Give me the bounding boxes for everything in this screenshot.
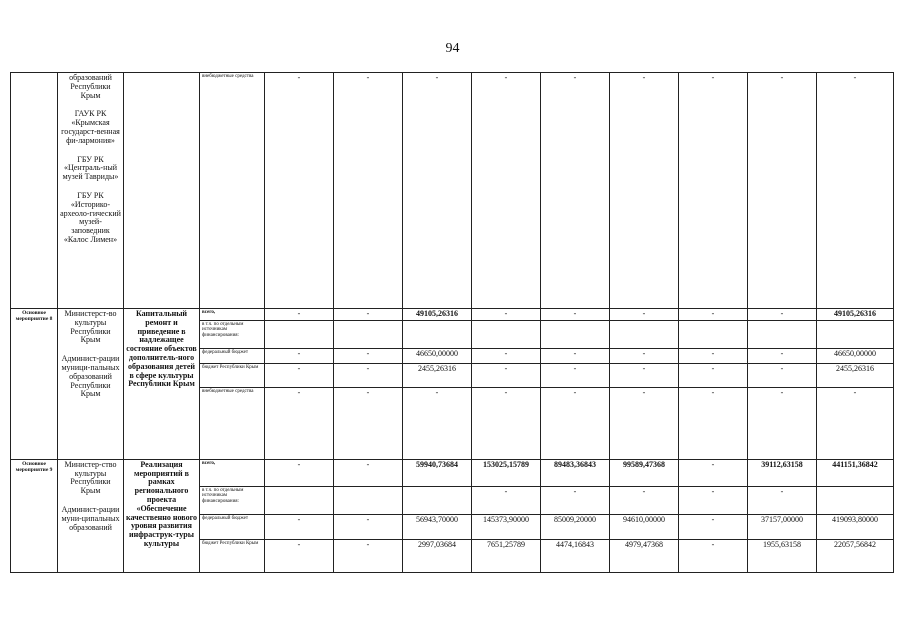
- value-cell: 56943,70000: [403, 514, 472, 539]
- value-cell: -: [610, 363, 679, 387]
- budget-table: [10, 72, 894, 573]
- value-cell: -: [541, 387, 610, 459]
- value-cell: -: [679, 539, 748, 572]
- source-cell: бюджет Республики Крым: [200, 539, 265, 572]
- value-cell: [403, 486, 472, 514]
- value-cell: [334, 320, 403, 348]
- value-cell: 94610,00000: [610, 514, 679, 539]
- value-cell: 441151,36842: [817, 459, 894, 486]
- value-cell: -: [679, 486, 748, 514]
- value-cell: -: [265, 539, 334, 572]
- value-cell: -: [403, 387, 472, 459]
- value-cell: -: [541, 363, 610, 387]
- value-cell: -: [748, 387, 817, 459]
- value-cell: -: [265, 514, 334, 539]
- executors-cell: [58, 73, 124, 309]
- value-cell: -: [334, 539, 403, 572]
- value-cell: 39112,63158: [748, 459, 817, 486]
- value-cell: 49105,26316: [817, 309, 894, 321]
- executor-text: образований Республики Крым: [69, 73, 112, 100]
- source-cell: всего,: [200, 309, 265, 321]
- value-cell: -: [334, 309, 403, 321]
- source-cell: внебюджетные средства: [200, 73, 265, 309]
- executor-text: ГБУ РК «Централь-ный музей Тавриды»: [62, 154, 119, 182]
- value-cell: 4979,47368: [610, 539, 679, 572]
- source-cell: всего,: [200, 459, 265, 486]
- value-cell: [265, 320, 334, 348]
- value-cell: -: [334, 363, 403, 387]
- value-cell: [817, 320, 894, 348]
- value-cell: 2997,03684: [403, 539, 472, 572]
- value-cell: -: [679, 514, 748, 539]
- value-cell: 46650,00000: [403, 348, 472, 363]
- value-cell: -: [334, 387, 403, 459]
- value-cell: -: [610, 387, 679, 459]
- source-cell: федеральный бюджет: [200, 348, 265, 363]
- value-cell: -: [541, 486, 610, 514]
- value-cell: [610, 320, 679, 348]
- value-cell: -: [334, 348, 403, 363]
- measure-label: Основное мероприятие 9: [11, 459, 58, 572]
- value-cell: -: [334, 459, 403, 486]
- source-cell: внебюджетные средства: [200, 387, 265, 459]
- value-cell: 2455,26316: [817, 363, 894, 387]
- value-cell: 145373,90000: [472, 514, 541, 539]
- executors-cell: [58, 309, 124, 460]
- value-cell: -: [748, 363, 817, 387]
- measure-name: Реализация мероприятий в рамках регионального проекта «Обеспечение качественно нового уровня развития инфраструк-туры культуры: [124, 459, 200, 572]
- executor-text: Министерст-во культуры Республики Крым: [64, 309, 117, 345]
- value-cell: 46650,00000: [817, 348, 894, 363]
- value-cell: 49105,26316: [403, 309, 472, 321]
- value-cell: 1955,63158: [748, 539, 817, 572]
- value-cell: -: [265, 348, 334, 363]
- measure-name: Капитальный ремонт и приведение в надлежащее состояние объектов дополнитель-ного образования детей в сфере культуры Республики Крым: [124, 309, 200, 460]
- value-cell: [817, 486, 894, 514]
- value-cell: -: [679, 459, 748, 486]
- value-cell: -: [679, 363, 748, 387]
- table-row: [11, 459, 894, 486]
- value-cell: -: [472, 387, 541, 459]
- value-cell: [541, 320, 610, 348]
- value-cell: -: [265, 73, 334, 309]
- value-cell: -: [748, 348, 817, 363]
- value-cell: -: [679, 309, 748, 321]
- value-cell: -: [817, 73, 894, 309]
- value-cell: -: [748, 309, 817, 321]
- source-cell: бюджет Республики Крым: [200, 363, 265, 387]
- executor-text: ГБУ РК «Историко-археоло-гический музей-заповедник «Калос Лимен»: [60, 190, 121, 244]
- table-row: [11, 309, 894, 321]
- executor-text: Министер-ство культуры Республики Крым: [64, 459, 117, 496]
- value-cell: 59940,73684: [403, 459, 472, 486]
- value-cell: -: [679, 73, 748, 309]
- value-cell: -: [265, 387, 334, 459]
- value-cell: -: [748, 486, 817, 514]
- executors-cell: [58, 459, 124, 572]
- value-cell: -: [610, 73, 679, 309]
- measure-name-cell: [124, 73, 200, 309]
- value-cell: -: [817, 387, 894, 459]
- value-cell: -: [403, 73, 472, 309]
- value-cell: 419093,80000: [817, 514, 894, 539]
- value-cell: -: [472, 348, 541, 363]
- value-cell: -: [265, 363, 334, 387]
- value-cell: -: [541, 348, 610, 363]
- value-cell: 7651,25789: [472, 539, 541, 572]
- value-cell: -: [610, 486, 679, 514]
- table-row: [11, 73, 894, 309]
- value-cell: -: [541, 73, 610, 309]
- value-cell: -: [472, 309, 541, 321]
- value-cell: 153025,15789: [472, 459, 541, 486]
- value-cell: -: [265, 459, 334, 486]
- measure-label-cell: [11, 73, 58, 309]
- value-cell: [403, 320, 472, 348]
- value-cell: 37157,00000: [748, 514, 817, 539]
- value-cell: [265, 486, 334, 514]
- value-cell: -: [334, 73, 403, 309]
- executor-text: ГАУК РК «Крымская государст-венная фи-лармония»: [61, 109, 120, 145]
- value-cell: -: [472, 73, 541, 309]
- value-cell: 85009,20000: [541, 514, 610, 539]
- source-cell: в т.ч. по отдельным источникам финансирования:: [200, 486, 265, 514]
- value-cell: -: [610, 309, 679, 321]
- source-cell: в т.ч. по отдельным источникам финансирования:: [200, 320, 265, 348]
- value-cell: 2455,26316: [403, 363, 472, 387]
- value-cell: -: [679, 348, 748, 363]
- value-cell: -: [472, 486, 541, 514]
- measure-label: Основное мероприятие 8: [11, 309, 58, 460]
- value-cell: 99589,47368: [610, 459, 679, 486]
- value-cell: [748, 320, 817, 348]
- value-cell: 4474,16843: [541, 539, 610, 572]
- value-cell: 22057,56842: [817, 539, 894, 572]
- executor-text: Админист-рации муници-пальных образований Республики Крым: [61, 354, 120, 399]
- value-cell: [679, 320, 748, 348]
- value-cell: -: [472, 363, 541, 387]
- value-cell: -: [679, 387, 748, 459]
- value-cell: [334, 486, 403, 514]
- value-cell: -: [610, 348, 679, 363]
- value-cell: 89483,36843: [541, 459, 610, 486]
- value-cell: -: [748, 73, 817, 309]
- source-cell: федеральный бюджет: [200, 514, 265, 539]
- executor-text: Админист-рации муни-ципальных образований: [61, 504, 120, 532]
- value-cell: -: [334, 514, 403, 539]
- value-cell: -: [541, 309, 610, 321]
- value-cell: [472, 320, 541, 348]
- value-cell: -: [265, 309, 334, 321]
- page-number: 94: [445, 41, 460, 56]
